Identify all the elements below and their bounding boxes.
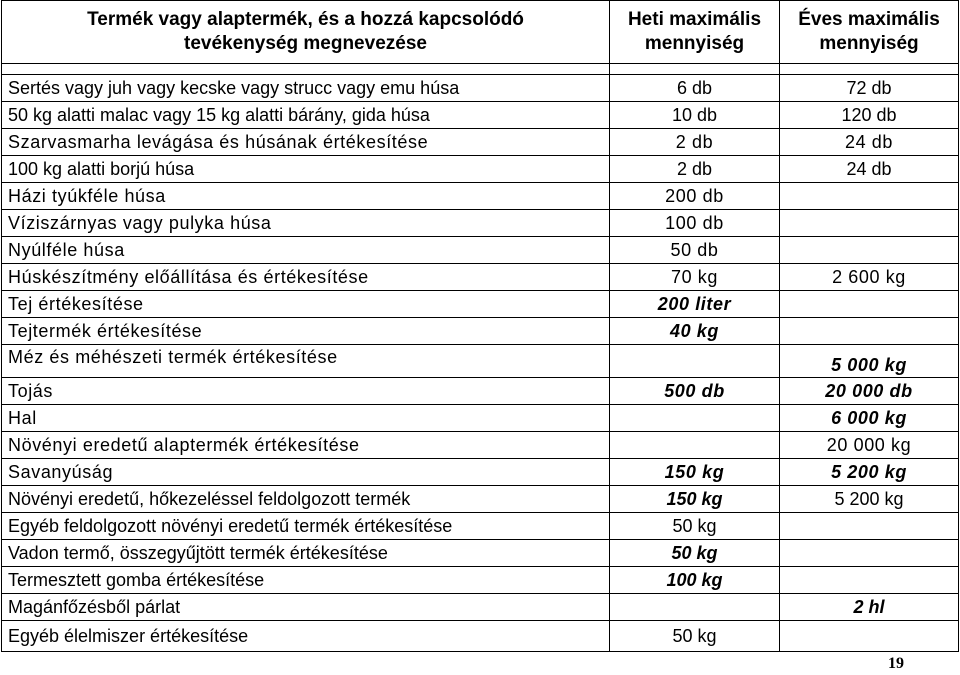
- row-weekly: 100 db: [610, 210, 780, 237]
- row-yearly: [780, 540, 959, 567]
- table-row: [2, 210, 959, 237]
- row-yearly: 2 hl: [780, 594, 959, 621]
- table-row: [2, 237, 959, 264]
- row-yearly: 6 000 kg: [780, 405, 959, 432]
- row-weekly: 2 db: [610, 129, 780, 156]
- row-weekly: [610, 594, 780, 621]
- row-yearly: 5 000 kg: [780, 345, 959, 378]
- row-name: 100 kg alatti borjú húsa: [2, 156, 610, 183]
- row-name: Termesztett gomba értékesítése: [2, 567, 610, 594]
- table-row: [2, 621, 959, 652]
- row-weekly: 50 kg: [610, 513, 780, 540]
- row-name: Egyéb feldolgozott növényi eredetű termék értékesítése: [2, 513, 610, 540]
- row-weekly: 150 kg: [610, 459, 780, 486]
- row-weekly: 150 kg: [610, 486, 780, 513]
- table-row: [2, 459, 959, 486]
- row-name: 50 kg alatti malac vagy 15 kg alatti bárány, gida húsa: [2, 102, 610, 129]
- header-row: [2, 1, 959, 64]
- row-name: Méz és méhészeti termék értékesítése: [2, 345, 610, 378]
- row-name: Vadon termő, összegyűjtött termék értékesítése: [2, 540, 610, 567]
- row-name: Növényi eredetű, hőkezeléssel feldolgozott termék: [2, 486, 610, 513]
- table-row: [2, 594, 959, 621]
- row-yearly: [780, 318, 959, 345]
- row-name: Szarvasmarha levágása és húsának értékesítése: [2, 129, 610, 156]
- header-product: Termék vagy alaptermék, és a hozzá kapcsolódó tevékenység megnevezése: [2, 1, 610, 64]
- row-name: Tojás: [2, 378, 610, 405]
- row-yearly: [780, 183, 959, 210]
- row-name: Savanyúság: [2, 459, 610, 486]
- row-yearly: [780, 210, 959, 237]
- row-yearly: [780, 567, 959, 594]
- row-name: Házi tyúkféle húsa: [2, 183, 610, 210]
- table-row: [2, 432, 959, 459]
- table-row: [2, 102, 959, 129]
- limits-table: [1, 0, 959, 652]
- table-row: [2, 291, 959, 318]
- row-weekly: [610, 345, 780, 378]
- row-yearly: 5 200 kg: [780, 459, 959, 486]
- row-name: Növényi eredetű alaptermék értékesítése: [2, 432, 610, 459]
- row-name: Magánfőzésből párlat: [2, 594, 610, 621]
- row-name: Tejtermék értékesítése: [2, 318, 610, 345]
- row-weekly: 500 db: [610, 378, 780, 405]
- row-name: Víziszárnyas vagy pulyka húsa: [2, 210, 610, 237]
- table-row: [2, 567, 959, 594]
- row-weekly: 200 db: [610, 183, 780, 210]
- row-yearly: [780, 237, 959, 264]
- row-name: Hal: [2, 405, 610, 432]
- row-weekly: 100 kg: [610, 567, 780, 594]
- row-weekly: 50 kg: [610, 621, 780, 652]
- row-yearly: [780, 621, 959, 652]
- row-name: Egyéb élelmiszer értékesítése: [2, 621, 610, 652]
- row-weekly: 10 db: [610, 102, 780, 129]
- table-row: [2, 264, 959, 291]
- row-weekly: 200 liter: [610, 291, 780, 318]
- table-row: [2, 129, 959, 156]
- page-number: 19: [888, 655, 904, 672]
- table-row: [2, 183, 959, 210]
- table-row: [2, 405, 959, 432]
- row-yearly: 2 600 kg: [780, 264, 959, 291]
- table-row: [2, 513, 959, 540]
- row-yearly: 24 db: [780, 156, 959, 183]
- row-yearly: 20 000 db: [780, 378, 959, 405]
- row-name: Sertés vagy juh vagy kecske vagy strucc vagy emu húsa: [2, 75, 610, 102]
- row-yearly: [780, 513, 959, 540]
- row-weekly: 50 kg: [610, 540, 780, 567]
- table-row: [2, 378, 959, 405]
- row-weekly: 6 db: [610, 75, 780, 102]
- row-weekly: [610, 432, 780, 459]
- row-yearly: [780, 291, 959, 318]
- row-name: Tej értékesítése: [2, 291, 610, 318]
- row-yearly: 24 db: [780, 129, 959, 156]
- row-yearly: 5 200 kg: [780, 486, 959, 513]
- header-yearly: Éves maximális mennyiség: [780, 1, 959, 64]
- row-weekly: 50 db: [610, 237, 780, 264]
- row-yearly: 20 000 kg: [780, 432, 959, 459]
- row-yearly: 72 db: [780, 75, 959, 102]
- table-row: [2, 486, 959, 513]
- row-weekly: 70 kg: [610, 264, 780, 291]
- row-weekly: 40 kg: [610, 318, 780, 345]
- row-name: Nyúlféle húsa: [2, 237, 610, 264]
- table-row: [2, 540, 959, 567]
- table-row: [2, 318, 959, 345]
- table-row: [2, 156, 959, 183]
- row-weekly: [610, 405, 780, 432]
- row-weekly: 2 db: [610, 156, 780, 183]
- header-weekly: Heti maximális mennyiség: [610, 1, 780, 64]
- row-yearly: 120 db: [780, 102, 959, 129]
- table-row: [2, 75, 959, 102]
- table-row: [2, 345, 959, 378]
- row-name: Húskészítmény előállítása és értékesítése: [2, 264, 610, 291]
